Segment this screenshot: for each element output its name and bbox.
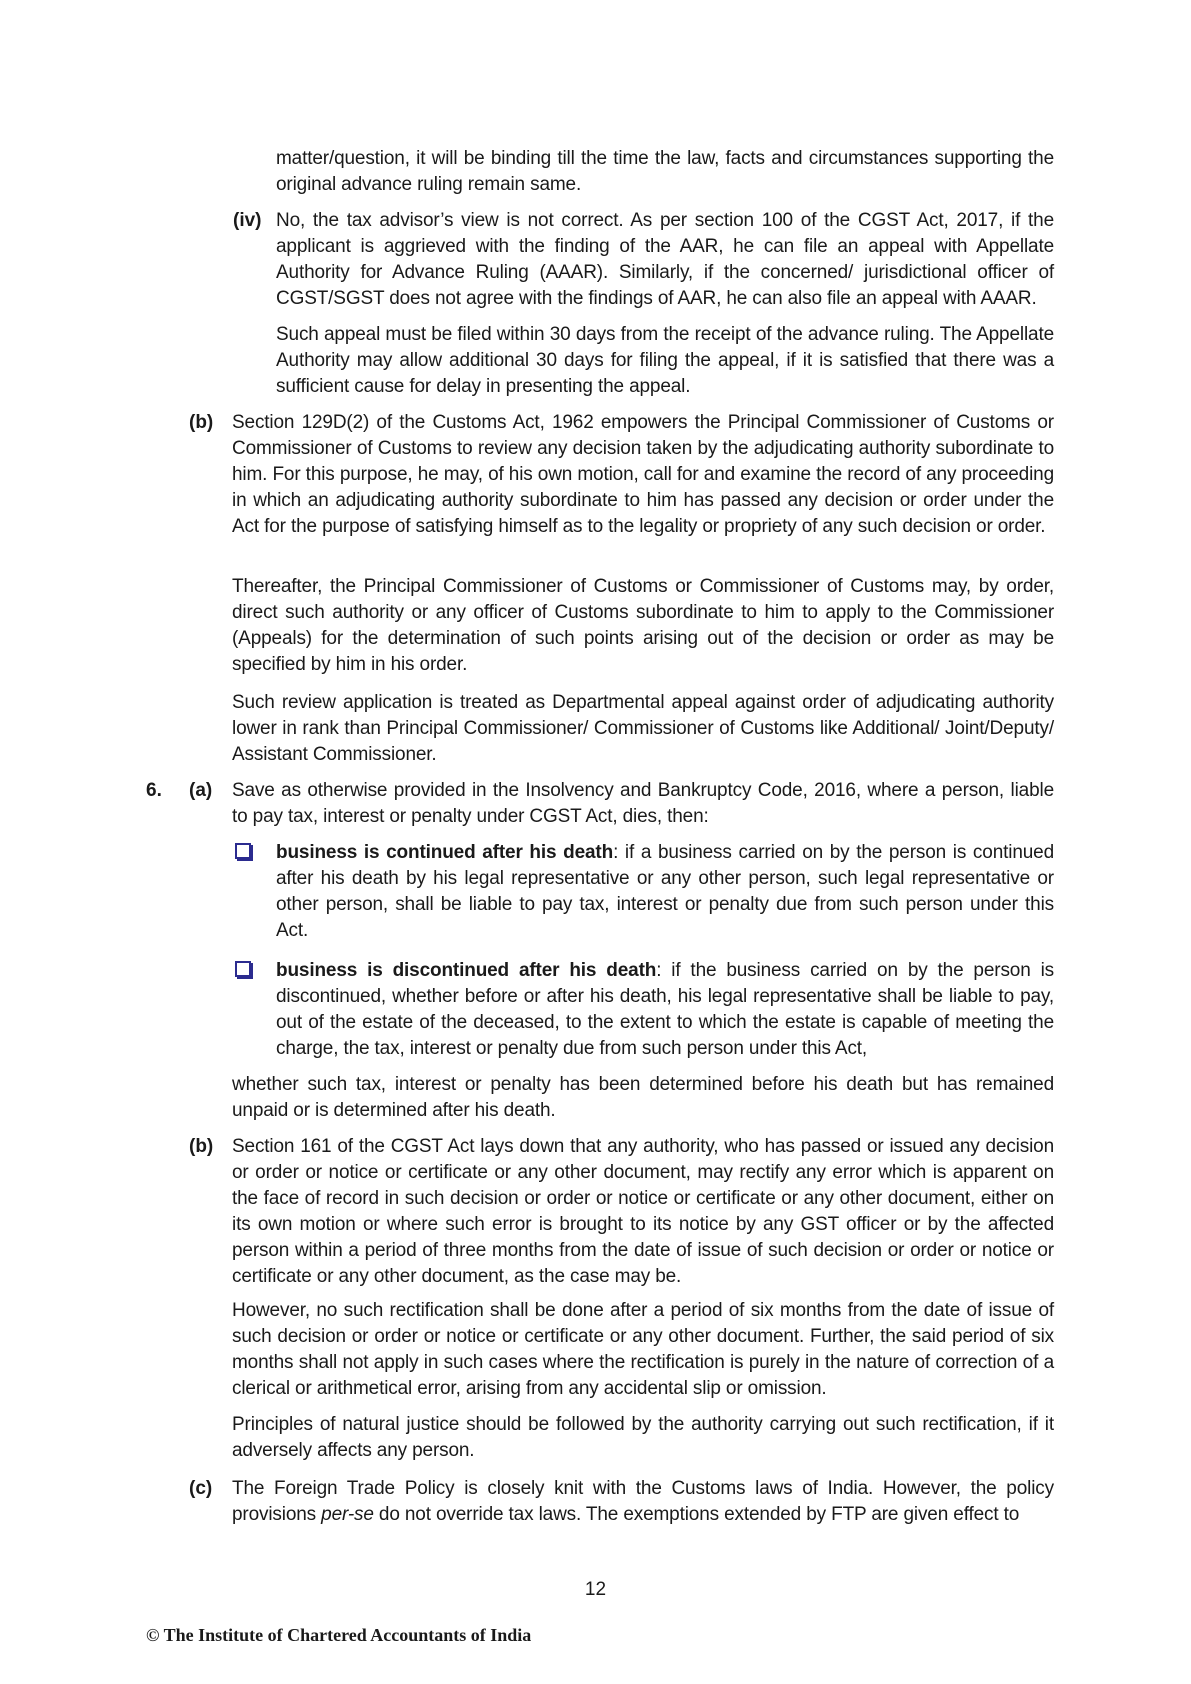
- bullet-business-continued: [276, 840, 1054, 944]
- paragraph-appeal-time-limit: Such appeal must be filed within 30 days from the receipt of the advance ruling. The Appellate Authority may allow additional 30 days for filing the appeal, if it is satisfied that there was a sufficient cause for delay in presenting the appeal.: [276, 324, 1054, 397]
- footer-copyright: © The Institute of Chartered Accountants of India: [146, 1625, 532, 1645]
- paragraph-six-months-limit: However, no such rectification shall be done after a period of six months from the date of issue of such decision or order or notice or certificate or any other document. Further, the said period of six months shall not apply in such cases where the rectification is purely in the nature of correction of a clerical or arithmetical error, arising from any accidental slip or omission.: [232, 1300, 1054, 1399]
- paragraph-section-129d: Section 129D(2) of the Customs Act, 1962 empowers the Principal Commissioner of Customs or Commissioner of Customs to review any decision taken by the adjudicating authority subordinate to him. For this purpose, he may, of his own motion, call for and examine the record of any proceeding in which an adjudicating authority subordinate to him has passed any decision or order under the Act for the purpose of satisfying himself as to the legality or propriety of any such decision or order.: [232, 412, 1054, 537]
- bullet-business-continued-text: : if a business carried on by the person is continued after his death by his legal representative or any other person, such legal representative or other person, shall be liable to pay tax, interest or penalty due from such person under this Act.: [276, 842, 1054, 941]
- label-a: (a): [189, 780, 213, 801]
- checkbox-bullet-icon: [235, 843, 251, 859]
- paragraph-tax-advisor-view: No, the tax advisor’s view is not correct. As per section 100 of the CGST Act, 2017, if the applicant is aggrieved with the finding of the AAR, he can file an appeal with Appellate Authority for Advance Ruling (AAAR). Similarly, if the concerned/ jurisdictional officer of CGST/SGST does not agree with the findings of AAR, he can also file an appeal with AAAR.: [276, 210, 1054, 309]
- label-b-customs: (b): [189, 412, 214, 433]
- ftp-text-start: The Foreign Trade Policy is closely knit with the Customs laws of India. However, the policy provisions: [232, 1478, 1054, 1525]
- bullet-business-continued-heading: business is continued after his death: [276, 842, 614, 863]
- paragraph-foreign-trade-policy: [232, 1476, 1054, 1528]
- bullet-business-discontinued-text: : if the business carried on by the person is discontinued, whether before or after his death, his legal representative shall be liable to pay, out of the estate of the deceased, to the extent to which the estate is capable of meeting the charge, the tax, interest or penalty due from such person under this Act,: [276, 960, 1054, 1059]
- question-number-6: 6.: [146, 780, 162, 801]
- label-iv: (iv): [233, 210, 262, 231]
- bullet-business-discontinued-heading: business is discontinued after his death: [276, 960, 657, 981]
- label-c: (c): [189, 1478, 213, 1499]
- paragraph-tax-determined: whether such tax, interest or penalty has been determined before his death but has remained unpaid or is determined after his death.: [232, 1074, 1054, 1121]
- ftp-text-end: do not override tax laws. The exemptions extended by FTP are given effect to: [373, 1504, 1020, 1525]
- page-number: 12: [584, 1579, 607, 1600]
- paragraph-natural-justice: Principles of natural justice should be followed by the authority carrying out such rectification, if it adversely affects any person.: [232, 1414, 1054, 1461]
- ftp-text-italic: per-se: [321, 1504, 374, 1525]
- label-b-rectification: (b): [189, 1136, 214, 1157]
- checkbox-bullet-icon: [235, 961, 251, 977]
- paragraph-section-161: Section 161 of the CGST Act lays down that any authority, who has passed or issued any decision or order or notice or certificate or any other document, may rectify any error which is apparent on the face of record in such decision or order or notice or certificate or any other document, either on its own motion or where such error is brought to its notice by any GST officer or by the affected person within a period of three months from the date of issue of such decision or order or notice or certificate or any other document, as the case may be.: [232, 1136, 1054, 1287]
- bullet-business-discontinued: [276, 958, 1054, 1062]
- paragraph-advance-ruling-binding: matter/question, it will be binding till the time the law, facts and circumstances supporting the original advance ruling remain same.: [276, 148, 1054, 195]
- paragraph-commissioner-direction: Thereafter, the Principal Commissioner of Customs or Commissioner of Customs may, by order, direct such authority or any officer of Customs subordinate to him to apply to the Commissioner (Appeals) for the determination of such points arising out of the decision or order as may be specified by him in his order.: [232, 576, 1054, 675]
- paragraph-insolvency-code: Save as otherwise provided in the Insolvency and Bankruptcy Code, 2016, where a person, liable to pay tax, interest or penalty under CGST Act, dies, then:: [232, 780, 1054, 827]
- paragraph-review-application: Such review application is treated as Departmental appeal against order of adjudicating authority lower in rank than Principal Commissioner/ Commissioner of Customs like Additional/ Joint/Deputy/ Assistant Commissioner.: [232, 692, 1054, 765]
